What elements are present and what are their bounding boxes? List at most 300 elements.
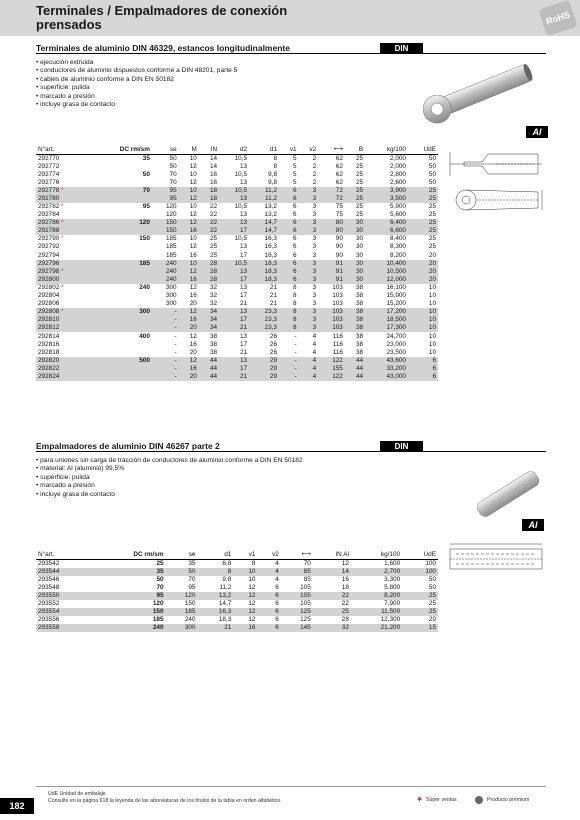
table-cell: 25 bbox=[356, 170, 364, 178]
column-header: v1 bbox=[233, 550, 257, 559]
table-cell: 30 bbox=[356, 251, 364, 259]
article-number: 293552 bbox=[38, 599, 60, 607]
footnote-ude: UdE Unidad de embalaje bbox=[48, 791, 106, 797]
table-cell: 16 bbox=[179, 316, 199, 324]
table-cell: 8,400 bbox=[389, 235, 406, 243]
table-cell: 21 bbox=[219, 324, 249, 332]
table-cell: 10 bbox=[179, 187, 199, 195]
table-cell: 3 bbox=[312, 235, 317, 243]
table-cell: 44 bbox=[199, 373, 219, 381]
table-cell: 11,2 bbox=[219, 583, 232, 591]
table-cell: 10,5 bbox=[219, 260, 249, 268]
table-cell: 10,500 bbox=[365, 268, 408, 276]
table-cell: 38 bbox=[209, 340, 218, 348]
table-cell: 8 bbox=[279, 316, 299, 324]
table-cell: 1,600 bbox=[384, 559, 401, 567]
table-cell: 3,900 bbox=[365, 187, 408, 195]
table-cell: 11,2 bbox=[249, 187, 279, 195]
table-cell: 300 bbox=[165, 300, 177, 308]
empalmadores-table bbox=[36, 550, 438, 632]
table-cell: 14,7 bbox=[249, 219, 279, 227]
table-cell: 100 bbox=[402, 568, 438, 576]
table-cell bbox=[90, 227, 152, 235]
table-cell: 38 bbox=[356, 332, 364, 340]
table-cell: 25 bbox=[356, 203, 364, 211]
table-cell: 12 bbox=[233, 592, 257, 600]
table-cell: 90 bbox=[335, 251, 343, 259]
table-cell: 6,8 bbox=[222, 559, 232, 567]
table-cell: 50 bbox=[428, 154, 436, 162]
table-cell: 300 bbox=[166, 624, 198, 632]
table-cell: 6,400 bbox=[365, 219, 408, 227]
table-cell: 13 bbox=[239, 283, 248, 291]
table-cell: 13 bbox=[219, 357, 249, 365]
article-number-cell bbox=[36, 252, 90, 260]
table-cell: 2,800 bbox=[389, 170, 406, 178]
table-cell bbox=[90, 349, 152, 357]
table-cell: 75 bbox=[335, 203, 343, 211]
article-number: 292810 bbox=[38, 316, 60, 324]
table-cell: 43,000 bbox=[365, 373, 408, 381]
table-row bbox=[36, 349, 438, 357]
table-cell: 17 bbox=[219, 316, 249, 324]
table-cell: 185 bbox=[165, 243, 177, 251]
table-cell: 35 bbox=[91, 568, 165, 576]
table-cell: 6 bbox=[257, 624, 280, 632]
table-cell: 5 bbox=[293, 154, 297, 162]
table-cell: 103 bbox=[318, 324, 345, 332]
table-row bbox=[36, 235, 438, 243]
table-cell: 22 bbox=[209, 203, 218, 211]
table-cell: 20 bbox=[408, 268, 438, 276]
table-cell: 13 bbox=[239, 332, 248, 340]
table-cell: 12 bbox=[341, 559, 349, 567]
column-header: UdE bbox=[408, 145, 438, 154]
table-cell: 3 bbox=[299, 316, 319, 324]
table-cell: 10,5 bbox=[234, 203, 248, 211]
table-cell: 12 bbox=[189, 162, 197, 170]
table-cell: 90 bbox=[335, 243, 343, 251]
table-cell: 240 bbox=[152, 268, 179, 276]
table-cell: 3 bbox=[299, 276, 319, 284]
table-cell: - bbox=[294, 332, 297, 340]
table-cell: 38 bbox=[345, 316, 365, 324]
table-cell: - bbox=[279, 373, 299, 381]
din-badge-2: DIN bbox=[380, 441, 423, 452]
table-cell: 25 bbox=[428, 203, 436, 211]
table-cell: 6 bbox=[275, 583, 279, 591]
table-cell: 4 bbox=[257, 568, 280, 576]
table-cell: 50 bbox=[428, 583, 436, 591]
article-number: 292824 bbox=[38, 372, 60, 380]
table-cell: 44 bbox=[199, 357, 219, 365]
table-cell: 5,600 bbox=[389, 211, 406, 219]
table-cell: 23,3 bbox=[249, 324, 279, 332]
table-cell: 20 bbox=[408, 260, 438, 268]
legend-bestseller-label: Súper ventas bbox=[426, 796, 457, 803]
table-cell: 150 bbox=[152, 219, 179, 227]
article-number: 292806 bbox=[38, 300, 60, 308]
column-header: DC rm/sm bbox=[90, 145, 152, 154]
table-row bbox=[36, 365, 438, 373]
table-cell: 44 bbox=[345, 357, 365, 365]
table-cell: 13,2 bbox=[264, 203, 277, 211]
table-cell: 10 bbox=[428, 340, 436, 348]
table-row bbox=[36, 154, 438, 163]
table-cell: 10 bbox=[189, 203, 197, 211]
feature-item: • superficie: pulida bbox=[36, 474, 303, 482]
table-cell: 12,000 bbox=[365, 276, 408, 284]
table-cell: 4 bbox=[312, 332, 317, 340]
feature-item: • marcado a presión bbox=[36, 93, 237, 101]
article-number-cell bbox=[36, 260, 90, 268]
column-header: DC rm/sm bbox=[91, 550, 165, 559]
table-cell: 4 bbox=[299, 357, 319, 365]
article-number: 292778 bbox=[38, 186, 60, 194]
table-row bbox=[36, 276, 438, 284]
table-cell: 185 bbox=[166, 608, 198, 616]
table-cell: 20 bbox=[408, 276, 438, 284]
table-cell: 185 bbox=[90, 260, 152, 268]
table-cell: 25 bbox=[356, 178, 364, 186]
table-row bbox=[36, 260, 438, 268]
article-number: 293554 bbox=[36, 608, 91, 616]
table-cell: 50 bbox=[428, 170, 436, 178]
table-cell: 70 bbox=[90, 187, 152, 195]
table-cell: 30 bbox=[345, 268, 365, 276]
table-cell: 6 bbox=[279, 219, 299, 227]
table-cell: 8,200 bbox=[351, 592, 402, 600]
table-cell: 25 bbox=[345, 187, 365, 195]
table-cell: 116 bbox=[332, 348, 343, 356]
column-header: IN bbox=[199, 145, 219, 154]
table-cell: 13,2 bbox=[197, 592, 233, 600]
table-cell: 10 bbox=[428, 348, 436, 356]
table-cell: 13 bbox=[219, 308, 249, 316]
table-cell: 22 bbox=[341, 599, 349, 607]
table-cell: 12 bbox=[179, 308, 199, 316]
table-cell: 10 bbox=[189, 154, 197, 162]
table-cell: 3 bbox=[312, 203, 317, 211]
table-cell: 12 bbox=[248, 583, 256, 591]
table-cell: 5 bbox=[293, 170, 297, 178]
table-cell: 62 bbox=[335, 170, 343, 178]
table-cell: 30 bbox=[345, 219, 365, 227]
table-cell: 8 bbox=[273, 154, 277, 162]
article-number: 292776 bbox=[38, 178, 60, 186]
table-row bbox=[36, 559, 438, 568]
table-cell: 16 bbox=[341, 575, 349, 583]
table-cell: 12 bbox=[179, 268, 199, 276]
table-cell: 12 bbox=[189, 178, 197, 186]
table-cell: 5 bbox=[293, 162, 297, 170]
column-header: M bbox=[179, 145, 199, 154]
splice-sleeve-photo bbox=[468, 466, 548, 522]
table-cell: 150 bbox=[139, 235, 150, 243]
bestseller-star-icon: * bbox=[61, 309, 64, 316]
table-cell: 33,200 bbox=[365, 365, 408, 373]
section-title-empalmadores: Empalmadores de aluminio DIN 46267 parte 2 bbox=[36, 441, 546, 452]
article-number: 292802 bbox=[38, 283, 60, 291]
table-cell: 28 bbox=[199, 268, 219, 276]
table-cell: 16,3 bbox=[264, 243, 277, 251]
table-cell: 10 bbox=[428, 300, 436, 308]
table-cell: 10 bbox=[248, 575, 256, 583]
table-cell: 95 bbox=[91, 592, 165, 600]
column-header: ⟷ bbox=[318, 145, 345, 154]
table-cell: 12 bbox=[189, 211, 197, 219]
table-cell: 72 bbox=[318, 187, 345, 195]
feature-item: • incluye grasa de contacto bbox=[36, 101, 237, 109]
table-cell: 10 bbox=[408, 324, 438, 332]
table-cell: 6 bbox=[279, 260, 299, 268]
table-cell: 116 bbox=[332, 332, 343, 340]
terminales-table bbox=[36, 145, 438, 381]
table-cell: 22 bbox=[209, 211, 218, 219]
table-cell: 3 bbox=[299, 324, 319, 332]
article-number-cell bbox=[36, 284, 90, 292]
feature-item: • cables de aluminio conforme a DIN EN 50182 bbox=[36, 76, 237, 84]
table-row bbox=[36, 284, 438, 292]
table-cell: 8 bbox=[251, 559, 256, 567]
article-number: 292774 bbox=[38, 170, 60, 178]
table-cell: 150 bbox=[184, 599, 196, 607]
bestseller-star-icon: * bbox=[61, 220, 64, 227]
table-cell: 32 bbox=[209, 283, 218, 291]
table-cell: 11,2 bbox=[249, 195, 279, 203]
table-cell: 18 bbox=[199, 195, 219, 203]
table-cell: 25 bbox=[356, 162, 364, 170]
table-cell: 21 bbox=[197, 624, 233, 632]
table-cell: 105 bbox=[281, 592, 313, 600]
table-cell: 13,2 bbox=[264, 211, 277, 219]
legend-bestseller bbox=[417, 796, 457, 803]
column-header: d2 bbox=[219, 145, 249, 154]
table-cell: 18 bbox=[199, 187, 219, 195]
table-cell: 125 bbox=[300, 616, 311, 624]
table-cell: 6 bbox=[293, 251, 297, 259]
column-header: v2 bbox=[257, 550, 280, 559]
table-cell: 2,700 bbox=[351, 568, 402, 576]
table-cell: 16,3 bbox=[264, 251, 277, 259]
table-cell: 80 bbox=[318, 219, 345, 227]
table-cell: 91 bbox=[318, 268, 345, 276]
table-cell: 38 bbox=[356, 348, 364, 356]
table-cell: 10 bbox=[179, 260, 199, 268]
table-cell: 14,7 bbox=[218, 599, 232, 607]
table-cell: 29 bbox=[249, 365, 279, 373]
footer-divider bbox=[36, 786, 546, 787]
table-cell: 6 bbox=[408, 357, 438, 365]
table-cell: 6 bbox=[279, 227, 299, 235]
table-cell: 8 bbox=[197, 568, 233, 576]
cable-lug-drawing bbox=[446, 148, 546, 220]
table-cell: 6 bbox=[293, 203, 297, 211]
table-cell: 22 bbox=[313, 592, 351, 600]
table-cell: 22 bbox=[199, 219, 219, 227]
table-cell: 105 bbox=[300, 583, 311, 591]
table-cell: 90 bbox=[335, 235, 343, 243]
feature-item: • superficie: pulida bbox=[36, 84, 237, 92]
feature-item: • ejecución extruida bbox=[36, 59, 237, 67]
table-cell: 38 bbox=[209, 348, 218, 356]
table-cell: 3 bbox=[299, 195, 319, 203]
table-cell: 185 bbox=[165, 251, 177, 259]
table-cell: 17,200 bbox=[365, 308, 408, 316]
table-cell: 8 bbox=[293, 292, 297, 300]
table-cell: 23,500 bbox=[386, 348, 406, 356]
table-cell: 150 bbox=[91, 608, 165, 616]
table-cell: - bbox=[152, 324, 179, 332]
legend-premium-label: Producto prémium bbox=[487, 797, 530, 803]
table-cell: 95 bbox=[152, 187, 179, 195]
table-row bbox=[36, 624, 438, 632]
table-cell: 91 bbox=[318, 260, 345, 268]
table-row bbox=[36, 324, 438, 332]
table-cell: 4 bbox=[275, 559, 279, 567]
table-cell: 185 bbox=[152, 616, 164, 624]
table-cell: 25 bbox=[428, 235, 436, 243]
table-cell: 8 bbox=[293, 300, 297, 308]
table-cell: 26 bbox=[269, 348, 277, 356]
table-cell: 22 bbox=[199, 227, 219, 235]
table-cell: 15,200 bbox=[386, 300, 406, 308]
article-number-cell bbox=[36, 276, 90, 284]
page-header bbox=[0, 0, 580, 36]
table-cell: 12 bbox=[189, 332, 197, 340]
column-header: d1 bbox=[249, 145, 279, 154]
article-number-cell bbox=[36, 268, 90, 276]
table-cell: 30 bbox=[345, 276, 365, 284]
table-cell: 120 bbox=[165, 211, 177, 219]
table-cell: 6 bbox=[293, 211, 297, 219]
article-number-cell bbox=[36, 332, 90, 340]
table-cell: 8,200 bbox=[389, 251, 406, 259]
table-cell: 70 bbox=[188, 575, 196, 583]
star-icon: ✱ bbox=[417, 797, 423, 803]
table-cell: 24,700 bbox=[386, 332, 406, 340]
table-cell: - bbox=[294, 348, 297, 356]
table-cell: 85 bbox=[281, 568, 313, 576]
table-cell: 25 bbox=[402, 608, 438, 616]
table-cell: 50 bbox=[169, 162, 177, 170]
article-number-cell bbox=[36, 243, 90, 251]
table-cell: 6,600 bbox=[365, 227, 408, 235]
table-cell: 70 bbox=[169, 178, 177, 186]
table-cell: 21 bbox=[219, 373, 249, 381]
table-cell bbox=[90, 324, 152, 332]
table-cell: 13 bbox=[239, 243, 248, 251]
feature-list-2 bbox=[36, 457, 303, 499]
table-cell: 25 bbox=[428, 599, 436, 607]
table-cell: 3,300 bbox=[384, 575, 401, 583]
table-row bbox=[36, 576, 438, 584]
table-cell: 20 bbox=[179, 324, 199, 332]
table-cell: 13 bbox=[239, 211, 248, 219]
article-number: 292816 bbox=[38, 340, 60, 348]
table-cell: 17 bbox=[239, 340, 248, 348]
table-row bbox=[36, 252, 438, 260]
table-row bbox=[36, 187, 438, 195]
article-number: 292786 bbox=[38, 219, 60, 227]
table-cell: 26 bbox=[269, 332, 277, 340]
table-cell: 16 bbox=[179, 276, 199, 284]
column-header: v1 bbox=[279, 145, 299, 154]
table-cell: 185 bbox=[165, 235, 177, 243]
table-cell: 17 bbox=[239, 292, 248, 300]
article-number: 293558 bbox=[36, 624, 91, 632]
table-cell: 29 bbox=[249, 373, 279, 381]
table-cell: 15 bbox=[402, 624, 438, 632]
table-cell: 9,8 bbox=[268, 170, 277, 178]
feature-item: • marcado a presión bbox=[36, 482, 303, 490]
article-number-cell bbox=[36, 308, 90, 316]
column-header: se bbox=[166, 550, 198, 559]
table-cell: 16 bbox=[209, 178, 218, 186]
table-cell bbox=[90, 179, 152, 187]
table-cell: 10,5 bbox=[234, 170, 248, 178]
table-cell: 5 bbox=[293, 178, 297, 186]
article-number-cell bbox=[36, 349, 90, 357]
article-number: 293548 bbox=[38, 583, 60, 591]
table-cell: 4 bbox=[312, 340, 317, 348]
table-cell: 30 bbox=[345, 260, 365, 268]
article-number-cell bbox=[36, 195, 90, 203]
table-cell: 6 bbox=[293, 243, 297, 251]
table-cell: 14,7 bbox=[249, 227, 279, 235]
table-cell: 17 bbox=[219, 276, 249, 284]
table-cell: 50 bbox=[428, 178, 436, 186]
table-cell: 103 bbox=[332, 300, 343, 308]
table-cell: 3 bbox=[299, 187, 319, 195]
table-row bbox=[36, 608, 438, 616]
table-cell: 10 bbox=[189, 170, 197, 178]
table-cell: 150 bbox=[152, 227, 179, 235]
table-cell: 17 bbox=[239, 251, 248, 259]
table-cell: 21 bbox=[239, 300, 248, 308]
table-row bbox=[36, 292, 438, 300]
article-number: 292798 bbox=[38, 267, 60, 275]
table-cell: 10,400 bbox=[365, 260, 408, 268]
table-cell: 2,000 bbox=[389, 162, 406, 170]
table-cell: 6 bbox=[275, 599, 279, 607]
table-cell bbox=[90, 163, 152, 171]
table-cell: 16 bbox=[233, 624, 257, 632]
table-cell: 50 bbox=[156, 575, 164, 583]
table-cell: 28 bbox=[199, 276, 219, 284]
table-row bbox=[36, 300, 438, 308]
table-cell: 25 bbox=[402, 592, 438, 600]
table-cell: 25 bbox=[345, 195, 365, 203]
table-cell bbox=[90, 252, 152, 260]
table-cell: 14 bbox=[209, 162, 218, 170]
table-cell: 25 bbox=[209, 251, 218, 259]
table-cell: 32 bbox=[209, 292, 218, 300]
table-cell: 6 bbox=[279, 276, 299, 284]
table-cell: 2 bbox=[312, 170, 317, 178]
table-row bbox=[36, 219, 438, 227]
table-cell: 11,500 bbox=[351, 608, 402, 616]
article-number-cell bbox=[36, 292, 90, 300]
table-row bbox=[36, 616, 438, 624]
bestseller-star-icon: * bbox=[61, 284, 64, 291]
bestseller-star-icon: * bbox=[61, 236, 64, 243]
article-number: 292822 bbox=[38, 364, 60, 372]
table-cell: 70 bbox=[303, 559, 311, 567]
table-cell: 38 bbox=[209, 332, 218, 340]
table-cell: 10 bbox=[408, 308, 438, 316]
table-cell: 3 bbox=[312, 243, 317, 251]
